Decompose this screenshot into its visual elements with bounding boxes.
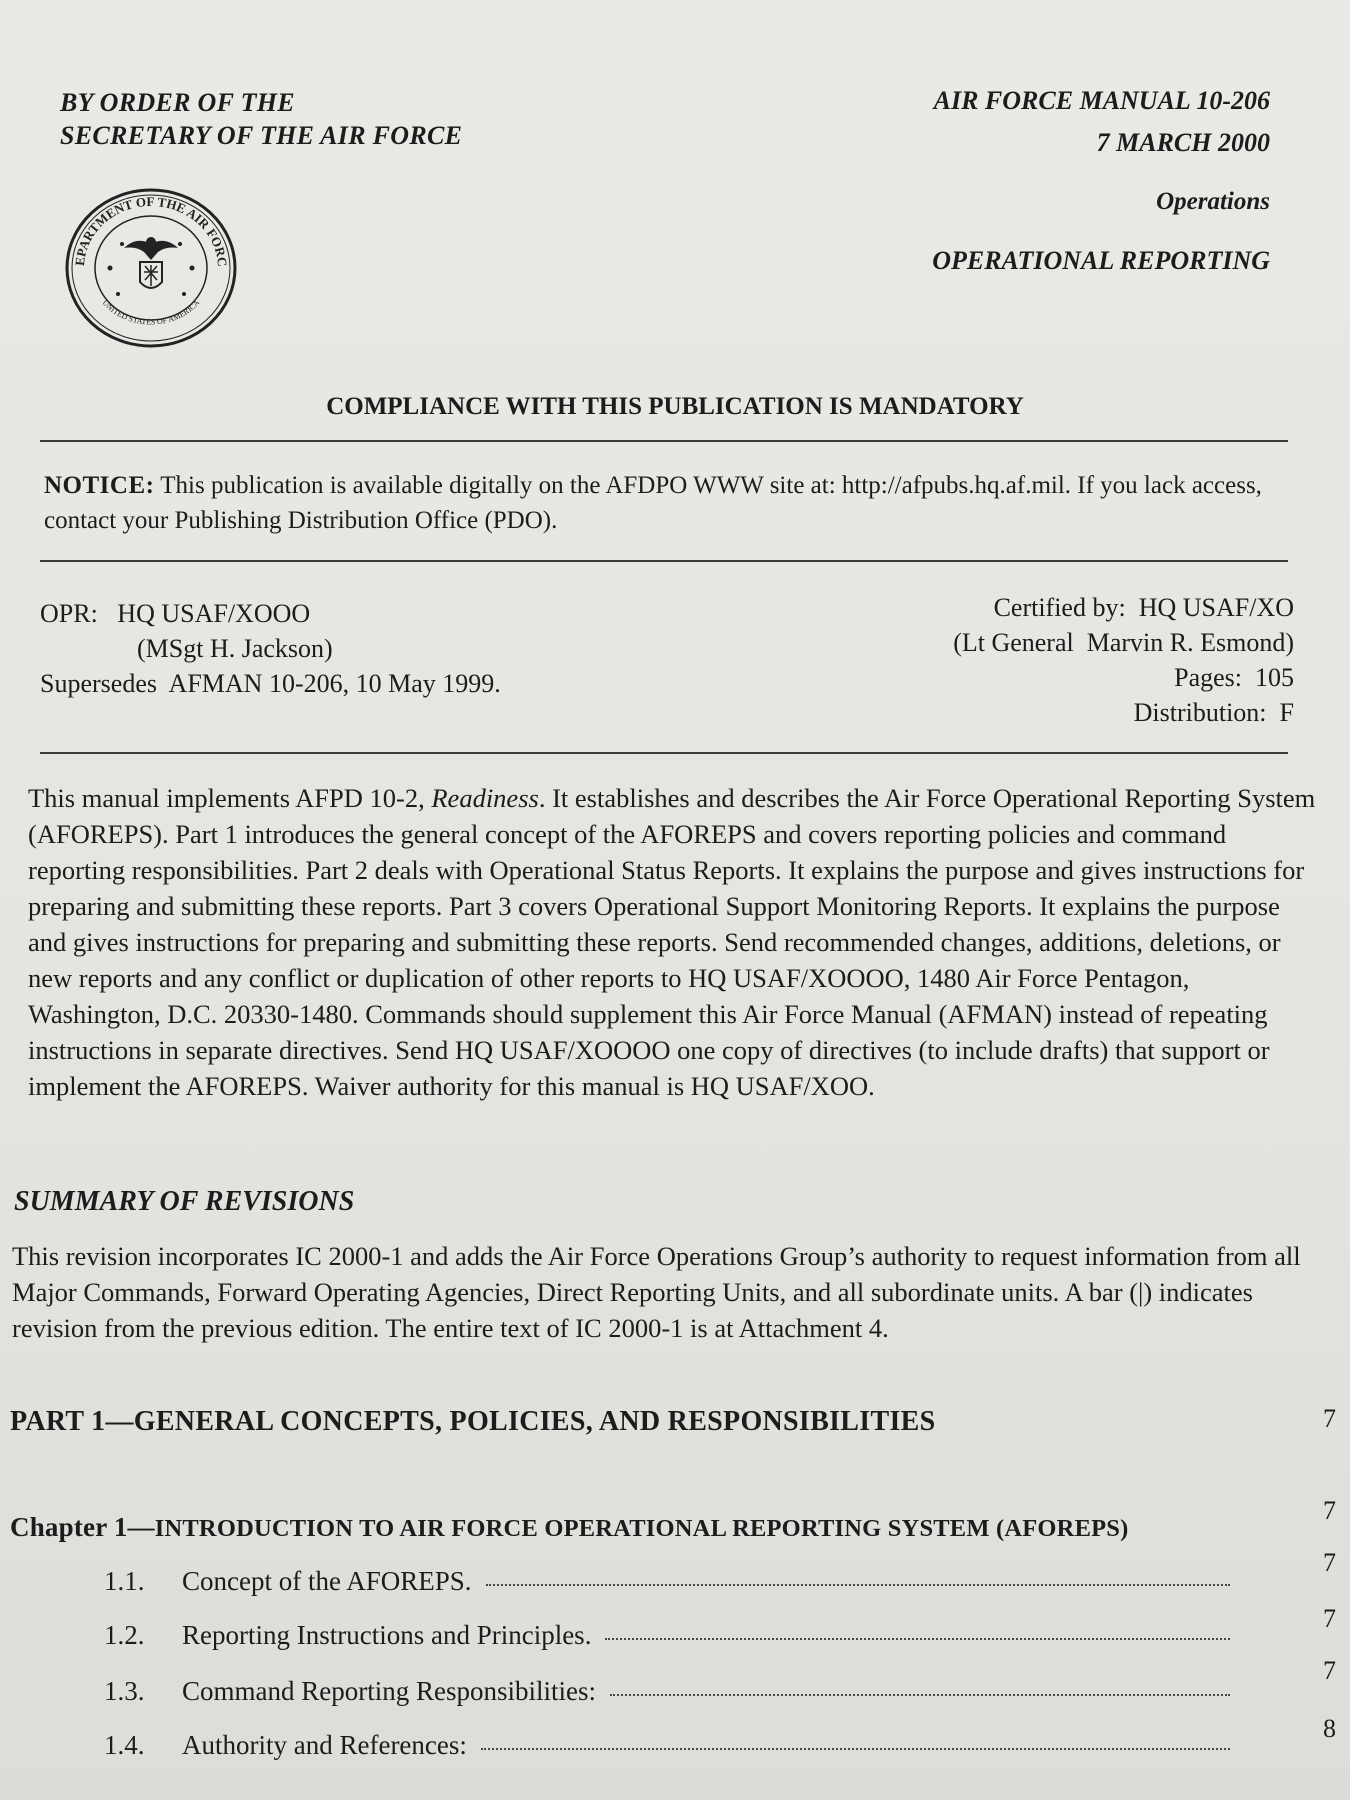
certifier-name: (Lt General Marvin R. Esmond): [953, 628, 1294, 657]
document-title: OPERATIONAL REPORTING: [932, 246, 1270, 275]
toc-entry-page: 7: [1323, 1604, 1336, 1633]
toc-chapter-page: 7: [1323, 1496, 1336, 1525]
toc-chapter-heading: [10, 1512, 1128, 1543]
notice-label: NOTICE:: [44, 472, 155, 499]
toc-entry[interactable]: [104, 1676, 1244, 1707]
by-order-line: BY ORDER OF THE: [60, 88, 295, 117]
toc-entry[interactable]: [104, 1620, 1244, 1651]
toc-part-page: 7: [1323, 1404, 1336, 1433]
compliance-statement: COMPLIANCE WITH THIS PUBLICATION IS MANDATORY: [326, 393, 1024, 420]
divider: [40, 752, 1288, 754]
page-count: Pages: 105: [1174, 663, 1294, 692]
toc-entry[interactable]: [104, 1730, 1244, 1761]
publication-date: 7 MARCH 2000: [1096, 128, 1270, 157]
toc-entry-number: 1.1.: [104, 1566, 145, 1596]
summary-heading: SUMMARY OF REVISIONS: [14, 1186, 355, 1217]
seal-text-top: EPARTMENT OF THE AIR FORC: [71, 193, 231, 268]
toc-entry[interactable]: [104, 1566, 1244, 1597]
toc-entry-label: Command Reporting Responsibilities:: [182, 1676, 596, 1706]
toc-entry-number: 1.3.: [104, 1676, 145, 1706]
opr-block: [40, 596, 501, 701]
toc-entry-label: Authority and References:: [182, 1730, 467, 1760]
toc-entry-number: 1.2.: [104, 1620, 145, 1650]
intro-italic-title: Readiness: [431, 783, 539, 813]
seal-text-bottom: UNITED STATES OF AMERICA: [100, 298, 202, 327]
intro-text-start: This manual implements AFPD 10-2,: [28, 783, 432, 813]
notice-text: This publication is available digitally on the AFDPO WWW site at: http://afpubs.hq.af.mil. If you lack access, contact your Publishing Distribution Office (PDO).: [44, 472, 1262, 534]
air-force-seal-icon: [62, 186, 240, 350]
toc-entry-page: 7: [1323, 1548, 1336, 1577]
leader-dots: [481, 1748, 1230, 1750]
svg-text:UNITED STATES OF AMERICA: [101, 298, 202, 327]
certification-block: [953, 590, 1294, 730]
opr-contact: (MSgt H. Jackson): [137, 634, 333, 663]
leader-dots: [486, 1584, 1230, 1586]
distribution: Distribution: F: [1133, 698, 1294, 727]
toc-entry-number: 1.4.: [104, 1730, 145, 1760]
leader-dots: [605, 1638, 1230, 1640]
summary-text: This revision incorporates IC 2000-1 and adds the Air Force Operations Group’s authority to request information from all Major Commands, Forward Operating Agencies, Direct Reporting Units, and all subordinate units. A bar (|) indicates revision from the previous edition. The entire text of IC 2000-1 is at Attachment 4.: [12, 1241, 1301, 1343]
toc-part-heading: PART 1—GENERAL CONCEPTS, POLICIES, AND RESPONSIBILITIES: [10, 1406, 936, 1437]
secretary-line: SECRETARY OF THE AIR FORCE: [60, 121, 463, 150]
opr-office: OPR: HQ USAF/XOOO: [40, 599, 311, 628]
toc-entry-page: 7: [1323, 1656, 1336, 1685]
supersedes: Supersedes AFMAN 10-206, 10 May 1999.: [40, 669, 501, 698]
toc-entry-label: Concept of the AFOREPS.: [182, 1566, 472, 1596]
leader-dots: [610, 1694, 1230, 1696]
category: Operations: [1156, 188, 1270, 215]
intro-text-rest: . It establishes and describes the Air Force Operational Reporting System (AFOREPS). Part 1 introduces the general concept of the AFOREPS and covers reporting policies and command reporting responsibilities. Part 2 deals with Operational Status Reports. It explains the purpose and gives instructions for preparing and submitting these reports. Part 3 covers Operational Support Monitoring Reports. It explains the purpose and gives instructions for preparing and submitting these reports. Send recommended changes, additions, deletions, or new reports and any conflict or duplication of other reports to HQ USAF/XOOOO, 1480 Air Force Pentagon, Washington, D.C. 20330-1480. Commands should supplement this Air Force Manual (AFMAN) instead of repeating instructions in separate directives. Send HQ USAF/XOOOO one copy of directives (to include drafts) that support or implement the AFOREPS. Waiver authority for this manual is HQ USAF/XOO.: [28, 783, 1316, 1101]
toc-entry-label: Reporting Instructions and Principles.: [182, 1620, 592, 1650]
intro-paragraph: [28, 780, 1324, 1104]
chapter-prefix: Chapter 1—: [10, 1512, 155, 1542]
manual-number: AIR FORCE MANUAL 10-206: [933, 86, 1270, 115]
issuing-authority: [60, 86, 462, 152]
divider: [40, 560, 1288, 562]
certified-by: Certified by: HQ USAF/XO: [993, 593, 1294, 622]
chapter-title: INTRODUCTION TO AIR FORCE OPERATIONAL REPORTING SYSTEM (AFOREPS): [154, 1515, 1129, 1542]
notice: [44, 468, 1304, 538]
divider: [40, 440, 1288, 442]
toc-entry-page: 8: [1323, 1714, 1336, 1743]
